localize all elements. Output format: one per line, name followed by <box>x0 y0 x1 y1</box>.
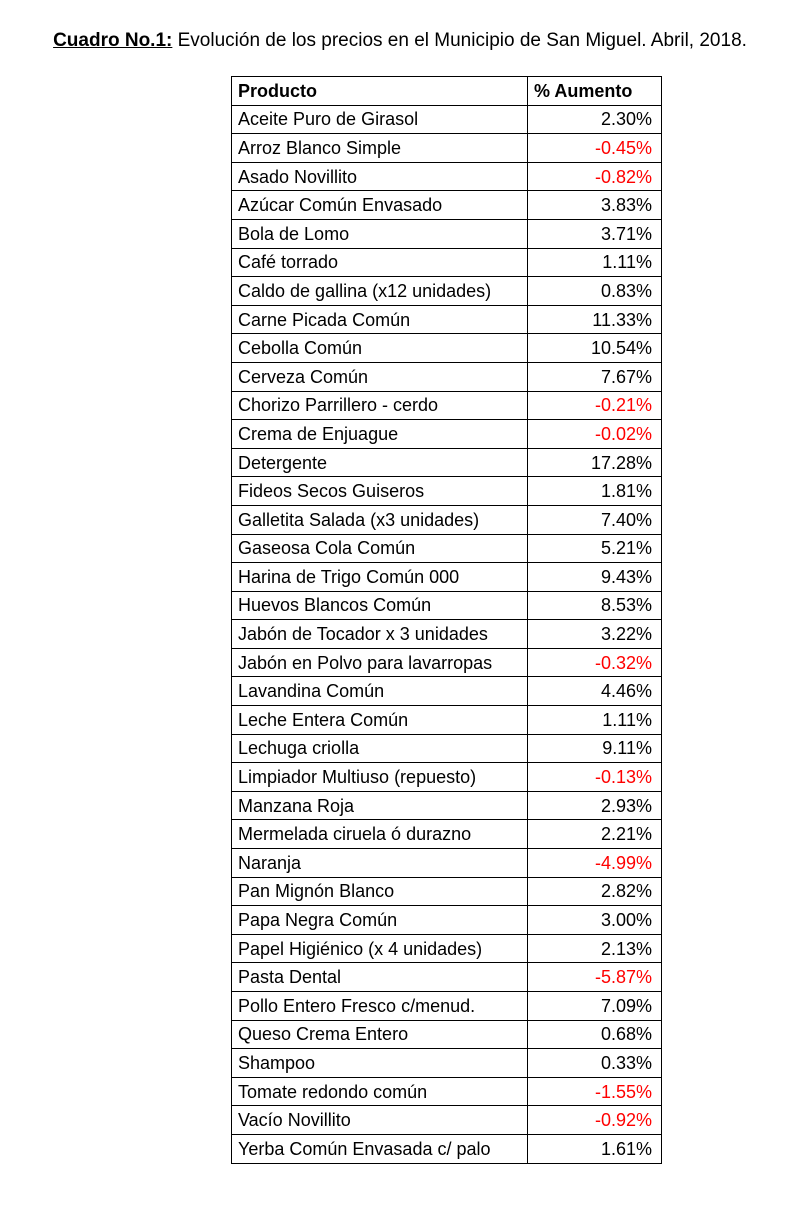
percent-cell: -0.82% <box>528 162 662 191</box>
table-row <box>232 448 662 477</box>
percent-cell: -0.02% <box>528 420 662 449</box>
product-cell: Detergente <box>232 448 528 477</box>
percent-cell: 9.43% <box>528 563 662 592</box>
product-cell: Cerveza Común <box>232 362 528 391</box>
table-row <box>232 1049 662 1078</box>
percent-cell: 4.46% <box>528 677 662 706</box>
table-row <box>232 1106 662 1135</box>
product-cell: Manzana Roja <box>232 791 528 820</box>
product-cell: Carne Picada Común <box>232 305 528 334</box>
percent-cell: -0.13% <box>528 763 662 792</box>
table-row <box>232 534 662 563</box>
table-row <box>232 591 662 620</box>
product-cell: Naranja <box>232 849 528 878</box>
percent-cell: 2.21% <box>528 820 662 849</box>
product-cell: Café torrado <box>232 248 528 277</box>
product-cell: Lechuga criolla <box>232 734 528 763</box>
percent-cell: -0.92% <box>528 1106 662 1135</box>
percent-cell: 7.67% <box>528 362 662 391</box>
table-row <box>232 877 662 906</box>
product-cell: Chorizo Parrillero - cerdo <box>232 391 528 420</box>
product-cell: Tomate redondo común <box>232 1077 528 1106</box>
table-row <box>232 134 662 163</box>
table-row <box>232 105 662 134</box>
product-cell: Vacío Novillito <box>232 1106 528 1135</box>
table-row <box>232 734 662 763</box>
header-percent-increase: % Aumento <box>528 77 662 106</box>
product-cell: Lavandina Común <box>232 677 528 706</box>
product-cell: Queso Crema Entero <box>232 1020 528 1049</box>
percent-cell: -4.99% <box>528 849 662 878</box>
product-cell: Arroz Blanco Simple <box>232 134 528 163</box>
table-row <box>232 162 662 191</box>
product-cell: Jabón de Tocador x 3 unidades <box>232 620 528 649</box>
product-cell: Cebolla Común <box>232 334 528 363</box>
table-row <box>232 1020 662 1049</box>
table-row <box>232 906 662 935</box>
table-row <box>232 677 662 706</box>
percent-cell: 11.33% <box>528 305 662 334</box>
percent-cell: -0.21% <box>528 391 662 420</box>
product-cell: Papel Higiénico (x 4 unidades) <box>232 934 528 963</box>
product-cell: Limpiador Multiuso (repuesto) <box>232 763 528 792</box>
price-table <box>231 76 662 1164</box>
percent-cell: 2.30% <box>528 105 662 134</box>
percent-cell: 3.71% <box>528 219 662 248</box>
product-cell: Azúcar Común Envasado <box>232 191 528 220</box>
product-cell: Caldo de gallina (x12 unidades) <box>232 277 528 306</box>
percent-cell: 8.53% <box>528 591 662 620</box>
percent-cell: 2.82% <box>528 877 662 906</box>
product-cell: Gaseosa Cola Común <box>232 534 528 563</box>
table-row <box>232 563 662 592</box>
table-row <box>232 219 662 248</box>
product-cell: Pollo Entero Fresco c/menud. <box>232 992 528 1021</box>
percent-cell: 3.22% <box>528 620 662 649</box>
table-row <box>232 934 662 963</box>
percent-cell: 0.33% <box>528 1049 662 1078</box>
percent-cell: 1.11% <box>528 248 662 277</box>
percent-cell: 7.40% <box>528 505 662 534</box>
table-row <box>232 362 662 391</box>
table-body <box>232 105 662 1163</box>
percent-cell: -5.87% <box>528 963 662 992</box>
product-cell: Papa Negra Común <box>232 906 528 935</box>
table-row <box>232 305 662 334</box>
percent-cell: 0.83% <box>528 277 662 306</box>
percent-cell: 5.21% <box>528 534 662 563</box>
table-row <box>232 706 662 735</box>
table-row <box>232 420 662 449</box>
percent-cell: 1.81% <box>528 477 662 506</box>
percent-cell: 7.09% <box>528 992 662 1021</box>
table-caption <box>0 30 800 52</box>
product-cell: Crema de Enjuague <box>232 420 528 449</box>
product-cell: Jabón en Polvo para lavarropas <box>232 648 528 677</box>
table-row <box>232 648 662 677</box>
table-row <box>232 849 662 878</box>
table-row <box>232 334 662 363</box>
percent-cell: 0.68% <box>528 1020 662 1049</box>
product-cell: Asado Novillito <box>232 162 528 191</box>
product-cell: Harina de Trigo Común 000 <box>232 563 528 592</box>
percent-cell: 1.11% <box>528 706 662 735</box>
product-cell: Fideos Secos Guiseros <box>232 477 528 506</box>
table-row <box>232 820 662 849</box>
header-product: Producto <box>232 77 528 106</box>
table-row <box>232 391 662 420</box>
table-row <box>232 791 662 820</box>
caption-label: Cuadro No.1 <box>53 30 167 51</box>
percent-cell: -0.45% <box>528 134 662 163</box>
product-cell: Pan Mignón Blanco <box>232 877 528 906</box>
percent-cell: 9.11% <box>528 734 662 763</box>
table-row <box>232 963 662 992</box>
product-cell: Huevos Blancos Común <box>232 591 528 620</box>
product-cell: Bola de Lomo <box>232 219 528 248</box>
percent-cell: 3.00% <box>528 906 662 935</box>
product-cell: Yerba Común Envasada c/ palo <box>232 1134 528 1163</box>
product-cell: Leche Entera Común <box>232 706 528 735</box>
percent-cell: 2.13% <box>528 934 662 963</box>
percent-cell: 2.93% <box>528 791 662 820</box>
product-cell: Mermelada ciruela ó durazno <box>232 820 528 849</box>
table-row <box>232 248 662 277</box>
table-row <box>232 191 662 220</box>
percent-cell: 10.54% <box>528 334 662 363</box>
product-cell: Galletita Salada (x3 unidades) <box>232 505 528 534</box>
header-row <box>232 77 662 106</box>
product-cell: Shampoo <box>232 1049 528 1078</box>
table-row <box>232 992 662 1021</box>
caption-text: Evolución de los precios en el Municipio de San Miguel. Abril, 2018. <box>172 30 747 51</box>
percent-cell: -1.55% <box>528 1077 662 1106</box>
percent-cell: 17.28% <box>528 448 662 477</box>
percent-cell: 1.61% <box>528 1134 662 1163</box>
table-row <box>232 1077 662 1106</box>
table-row <box>232 620 662 649</box>
percent-cell: -0.32% <box>528 648 662 677</box>
table-row <box>232 763 662 792</box>
product-cell: Aceite Puro de Girasol <box>232 105 528 134</box>
table-row <box>232 505 662 534</box>
percent-cell: 3.83% <box>528 191 662 220</box>
product-cell: Pasta Dental <box>232 963 528 992</box>
caption-separator: : <box>166 30 173 51</box>
table-row <box>232 1134 662 1163</box>
table-row <box>232 477 662 506</box>
table-row <box>232 277 662 306</box>
